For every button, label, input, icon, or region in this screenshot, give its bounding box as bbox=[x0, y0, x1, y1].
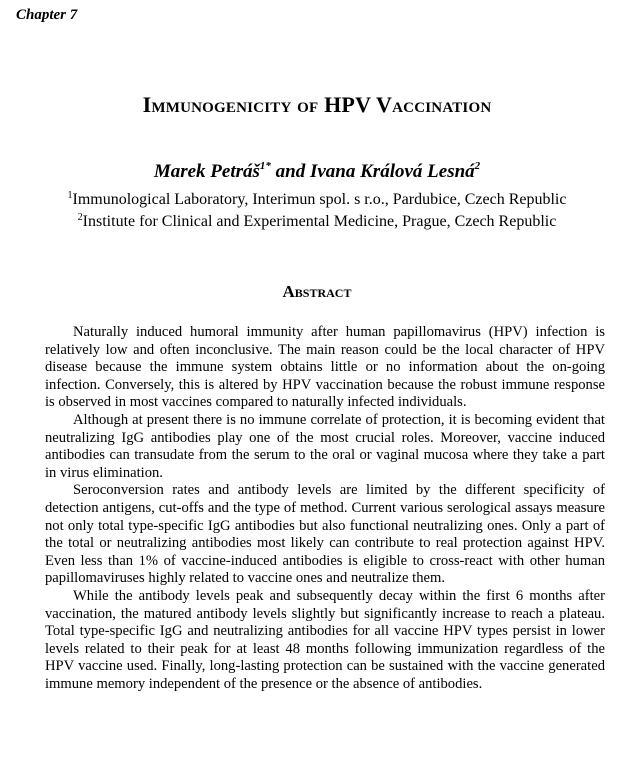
author-1-superscript: 1* bbox=[259, 160, 271, 172]
affiliation-1-text: Immunological Laboratory, Interimun spol. s r.o., Pardubice, Czech Republic bbox=[72, 191, 567, 208]
author-2-superscript: 2 bbox=[474, 160, 481, 172]
abstract-paragraph-3: Seroconversion rates and antibody levels are limited by the different specificity of detection antigens, cut-offs and the type of method. Current various serological assays measure not only total type-specific IgG antibodies but also functional neutralizing ones. Only a part of the total or neutralizing antibodies most likely can contribute to real protection against HPV. Even less than 1% of vaccine-induced antibodies is eligible to cross-react with other human papillomaviruses highly related to vaccine ones and neutralize them. bbox=[45, 482, 605, 587]
affiliation-1 bbox=[0, 191, 634, 209]
affiliation-2 bbox=[0, 213, 634, 231]
abstract-paragraph-4: While the antibody levels peak and subsequently decay within the first 6 months after vaccination, the matured antibody levels slightly but significantly increase to reach a plateau. Total type-specific IgG and neutralizing antibodies for all vaccine HPV types persist in lower levels related to their peak for at least 48 months following immunization regardless of the HPV vaccine used. Finally, long-lasting protection can be sustained with the vaccine generated immune memory independent of the presence or the absence of antibodies. bbox=[45, 587, 605, 692]
abstract-body bbox=[45, 324, 605, 693]
author-1-name: Marek Petráš bbox=[153, 161, 260, 182]
affiliation-2-text: Institute for Clinical and Experimental Medicine, Prague, Czech Republic bbox=[82, 213, 557, 230]
affiliation-2-marker: 2 bbox=[77, 212, 83, 223]
author-2-name: Ivana Králová Lesná bbox=[309, 161, 475, 182]
author-conjunction: and bbox=[270, 161, 310, 182]
chapter-label: Chapter 7 bbox=[16, 7, 78, 23]
paper-title: Immunogenicity of HPV Vaccination bbox=[142, 92, 492, 117]
author-line bbox=[0, 161, 634, 183]
abstract-paragraph-2: Although at present there is no immune correlate of protection, it is becoming evident that neutralizing IgG antibodies play one of the most crucial roles. Moreover, vaccine induced antibodies can transudate from the serum to the oral or vaginal mucosa where they take a part in virus elimination. bbox=[45, 411, 605, 481]
affiliation-1-marker: 1 bbox=[67, 190, 73, 201]
abstract-paragraph-1: Naturally induced humoral immunity after human papillomavirus (HPV) infection is relatively low and often inconclusive. The main reason could be the local character of HPV disease because the immune system obtains little or no information about the on-going infection. Conversely, this is altered by HPV vaccination because the robust immune response is observed in most vaccines compared to naturally infected individuals. bbox=[45, 324, 605, 411]
abstract-heading: Abstract bbox=[282, 282, 352, 301]
